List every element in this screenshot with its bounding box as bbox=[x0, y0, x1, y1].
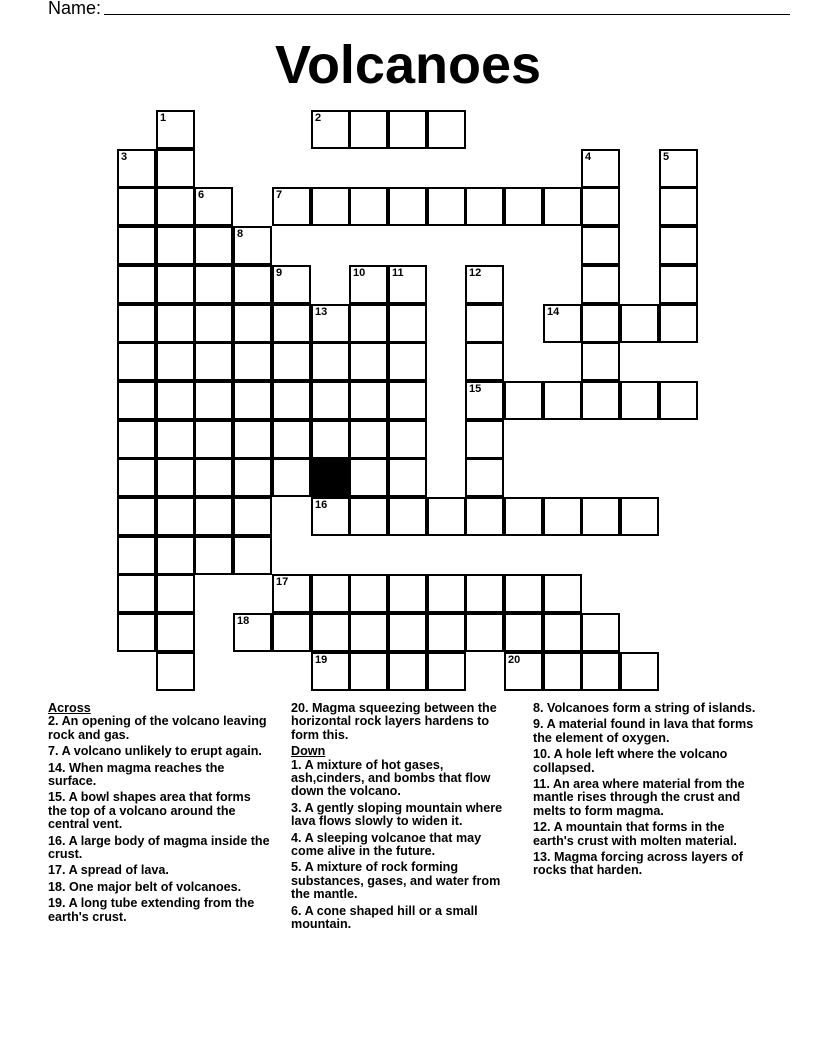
grid-cell[interactable] bbox=[465, 265, 504, 304]
grid-cell[interactable] bbox=[233, 304, 272, 343]
grid-cell[interactable] bbox=[233, 381, 272, 420]
grid-cell[interactable] bbox=[543, 652, 582, 691]
clue-text: A volcano unlikely to erupt again. bbox=[61, 744, 262, 759]
grid-cell[interactable] bbox=[388, 497, 427, 536]
grid-cell[interactable] bbox=[465, 342, 504, 381]
grid-cell[interactable] bbox=[349, 420, 388, 459]
grid-cell[interactable] bbox=[194, 342, 233, 381]
clue-text: A mixture of rock forming substances, gases, and water from the mantle. bbox=[291, 860, 501, 902]
grid-cell[interactable] bbox=[117, 265, 156, 304]
grid-cell[interactable] bbox=[620, 652, 659, 691]
grid-cell[interactable] bbox=[581, 226, 620, 265]
grid-cell[interactable] bbox=[349, 187, 388, 226]
grid-cell[interactable] bbox=[156, 381, 195, 420]
grid-cell[interactable] bbox=[388, 342, 427, 381]
clue-number: 14. bbox=[48, 760, 66, 775]
clue-number: 11. bbox=[533, 777, 550, 792]
clue-number-label: 12 bbox=[469, 267, 482, 279]
grid-cell[interactable] bbox=[349, 265, 388, 304]
grid-cell[interactable] bbox=[504, 613, 543, 652]
grid-cell[interactable] bbox=[349, 342, 388, 381]
grid-cell[interactable] bbox=[543, 304, 582, 343]
grid-cell[interactable] bbox=[117, 420, 156, 459]
grid-cell[interactable] bbox=[349, 497, 388, 536]
grid-cell[interactable] bbox=[117, 226, 156, 265]
grid-cell[interactable] bbox=[156, 420, 195, 459]
clue-number-label: 15 bbox=[469, 383, 482, 395]
clue-down-9 bbox=[533, 718, 758, 745]
grid-cell[interactable] bbox=[581, 652, 620, 691]
grid-cell[interactable] bbox=[659, 304, 698, 343]
grid-cell[interactable] bbox=[543, 497, 582, 536]
clue-number-label: 9 bbox=[276, 267, 283, 279]
grid-cell[interactable] bbox=[504, 381, 543, 420]
clue-number-label: 13 bbox=[315, 306, 328, 318]
clue-text: Volcanoes form a string of islands. bbox=[547, 701, 756, 715]
grid-cell[interactable] bbox=[233, 265, 272, 304]
clue-number-label: 16 bbox=[315, 499, 328, 511]
grid-cell[interactable] bbox=[427, 497, 466, 536]
clues-column-3 bbox=[533, 702, 758, 881]
clue-number: 9. bbox=[533, 717, 544, 732]
clue-number: 8. bbox=[533, 701, 544, 715]
name-label: Name: bbox=[48, 0, 102, 18]
grid-cell[interactable] bbox=[349, 652, 388, 691]
grid-cell[interactable] bbox=[311, 304, 350, 343]
grid-cell[interactable] bbox=[272, 265, 311, 304]
clue-across-16 bbox=[48, 835, 273, 862]
grid-cell[interactable] bbox=[156, 536, 195, 575]
clue-down-11 bbox=[533, 778, 758, 818]
grid-cell[interactable] bbox=[194, 536, 233, 575]
clue-down-4 bbox=[291, 832, 516, 859]
grid-cell[interactable] bbox=[581, 497, 620, 536]
grid-cell[interactable] bbox=[465, 420, 504, 459]
grid-cell[interactable] bbox=[311, 187, 350, 226]
clue-across-17 bbox=[48, 864, 273, 877]
clue-down-5 bbox=[291, 861, 516, 901]
clue-number: 6. bbox=[291, 903, 302, 918]
grid-cell[interactable] bbox=[311, 652, 350, 691]
clue-number-label: 8 bbox=[237, 228, 244, 240]
grid-cell[interactable] bbox=[388, 304, 427, 343]
grid-cell[interactable] bbox=[311, 420, 350, 459]
grid-cell[interactable] bbox=[427, 574, 466, 613]
grid-cell[interactable] bbox=[349, 381, 388, 420]
clue-number-label: 20 bbox=[508, 654, 521, 666]
grid-cell[interactable] bbox=[465, 613, 504, 652]
grid-cell[interactable] bbox=[311, 342, 350, 381]
grid-cell[interactable] bbox=[117, 536, 156, 575]
clue-number-label: 17 bbox=[276, 576, 289, 588]
grid-cell[interactable] bbox=[465, 304, 504, 343]
clue-number: 5. bbox=[291, 860, 302, 875]
grid-cell[interactable] bbox=[272, 342, 311, 381]
clue-number-label: 6 bbox=[198, 189, 205, 201]
grid-cell[interactable] bbox=[117, 574, 156, 613]
grid-cell[interactable] bbox=[581, 304, 620, 343]
grid-cell[interactable] bbox=[156, 652, 195, 691]
grid-cell[interactable] bbox=[543, 613, 582, 652]
clue-number: 17. bbox=[48, 863, 66, 878]
clue-across-18 bbox=[48, 881, 273, 894]
grid-cell[interactable] bbox=[156, 187, 195, 226]
clue-text: An area where material from the mantle rises through the crust and melts to form magma. bbox=[533, 777, 745, 818]
grid-cell[interactable] bbox=[194, 304, 233, 343]
clue-number-label: 11 bbox=[392, 267, 404, 279]
clue-down-12 bbox=[533, 821, 758, 848]
grid-cell[interactable] bbox=[349, 574, 388, 613]
clue-text: A large body of magma inside the crust. bbox=[48, 833, 270, 862]
clue-text: Magma forcing across layers of rocks that harden. bbox=[533, 850, 743, 878]
clue-number-label: 7 bbox=[276, 189, 283, 201]
grid-cell[interactable] bbox=[156, 226, 195, 265]
grid-cell[interactable] bbox=[388, 613, 427, 652]
black-cell bbox=[311, 458, 350, 497]
grid-cell[interactable] bbox=[504, 187, 543, 226]
grid-cell[interactable] bbox=[349, 304, 388, 343]
grid-cell[interactable] bbox=[156, 304, 195, 343]
grid-cell[interactable] bbox=[156, 342, 195, 381]
grid-cell[interactable] bbox=[349, 458, 388, 497]
clue-text: A gently sloping mountain where lava flows slowly to widen it. bbox=[291, 800, 503, 829]
clue-number: 16. bbox=[48, 833, 66, 848]
grid-cell[interactable] bbox=[156, 265, 195, 304]
grid-cell[interactable] bbox=[388, 458, 427, 497]
grid-cell[interactable] bbox=[543, 381, 582, 420]
clue-number: 2. bbox=[48, 714, 59, 729]
clue-number: 12. bbox=[533, 820, 551, 835]
puzzle-title: Volcanoes bbox=[274, 35, 542, 95]
grid-cell[interactable] bbox=[156, 574, 195, 613]
clue-down-13 bbox=[533, 851, 758, 878]
grid-cell[interactable] bbox=[659, 381, 698, 420]
clue-text: A sleeping volcanoe that may come alive in the future. bbox=[291, 830, 482, 859]
clue-number: 13. bbox=[533, 850, 551, 865]
clue-across-20 bbox=[291, 702, 516, 742]
grid-cell[interactable] bbox=[117, 304, 156, 343]
grid-cell[interactable] bbox=[194, 226, 233, 265]
grid-cell[interactable] bbox=[504, 497, 543, 536]
clue-text: A mixture of hot gases, ash,cinders, and bombs that flow down the volcano. bbox=[291, 757, 491, 799]
grid-cell[interactable] bbox=[194, 497, 233, 536]
clue-number-label: 1 bbox=[160, 112, 167, 124]
grid-cell[interactable] bbox=[311, 497, 350, 536]
clue-text: A cone shaped hill or a small mountain. bbox=[291, 903, 478, 932]
grid-cell[interactable] bbox=[233, 342, 272, 381]
grid-cell[interactable] bbox=[272, 574, 311, 613]
clue-number-label: 19 bbox=[315, 654, 328, 666]
grid-cell[interactable] bbox=[311, 110, 350, 149]
grid-cell[interactable] bbox=[388, 110, 427, 149]
down-header: Down bbox=[291, 744, 326, 759]
clue-across-2 bbox=[48, 715, 273, 742]
grid-cell[interactable] bbox=[427, 613, 466, 652]
grid-cell[interactable] bbox=[156, 613, 195, 652]
grid-cell[interactable] bbox=[156, 149, 195, 188]
clue-number: 19. bbox=[48, 896, 66, 911]
grid-cell[interactable] bbox=[194, 381, 233, 420]
clue-text: A long tube extending from the earth's crust. bbox=[48, 896, 255, 924]
grid-cell[interactable] bbox=[620, 381, 659, 420]
grid-cell[interactable] bbox=[272, 458, 311, 497]
grid-cell[interactable] bbox=[311, 381, 350, 420]
clue-number-label: 3 bbox=[121, 151, 128, 163]
clue-number-label: 2 bbox=[315, 112, 322, 124]
grid-cell[interactable] bbox=[659, 187, 698, 226]
grid-cell[interactable] bbox=[465, 497, 504, 536]
clue-down-3 bbox=[291, 802, 516, 829]
grid-cell[interactable] bbox=[427, 187, 466, 226]
clue-down-10 bbox=[533, 748, 758, 775]
grid-cell[interactable] bbox=[349, 110, 388, 149]
clue-text: An opening of the volcano leaving rock and gas. bbox=[48, 714, 267, 742]
grid-cell[interactable] bbox=[117, 381, 156, 420]
clue-down-8 bbox=[533, 702, 758, 715]
grid-cell[interactable] bbox=[465, 381, 504, 420]
grid-cell[interactable] bbox=[156, 458, 195, 497]
grid-cell[interactable] bbox=[194, 187, 233, 226]
clue-number-label: 18 bbox=[237, 615, 250, 627]
clue-text: Magma squeezing between the horizontal rock layers hardens to form this. bbox=[291, 701, 497, 742]
clue-number: 3. bbox=[291, 800, 302, 815]
clue-text: A hole left where the volcano collapsed. bbox=[533, 747, 728, 775]
clue-number: 18. bbox=[48, 879, 66, 894]
clue-number: 1. bbox=[291, 757, 302, 772]
grid-cell[interactable] bbox=[311, 574, 350, 613]
grid-cell[interactable] bbox=[581, 381, 620, 420]
grid-cell[interactable] bbox=[504, 574, 543, 613]
clue-text: A spread of lava. bbox=[68, 863, 169, 878]
clue-across-19 bbox=[48, 897, 273, 924]
grid-cell[interactable] bbox=[581, 342, 620, 381]
grid-cell[interactable] bbox=[272, 304, 311, 343]
grid-cell[interactable] bbox=[543, 574, 582, 613]
clue-number-label: 4 bbox=[585, 151, 592, 163]
grid-cell[interactable] bbox=[465, 574, 504, 613]
grid-cell[interactable] bbox=[659, 226, 698, 265]
clue-number-label: 10 bbox=[353, 267, 366, 279]
clues-column-1 bbox=[48, 702, 273, 927]
grid-cell[interactable] bbox=[272, 381, 311, 420]
grid-cell[interactable] bbox=[117, 613, 156, 652]
clue-text: A material found in lava that forms the element of oxygen. bbox=[533, 717, 754, 745]
grid-cell[interactable] bbox=[349, 613, 388, 652]
clue-down-6 bbox=[291, 905, 516, 932]
grid-cell[interactable] bbox=[427, 110, 466, 149]
clue-across-15 bbox=[48, 791, 273, 831]
grid-cell[interactable] bbox=[659, 265, 698, 304]
clue-text: One major belt of volcanoes. bbox=[69, 879, 242, 894]
grid-cell[interactable] bbox=[156, 497, 195, 536]
grid-cell[interactable] bbox=[117, 149, 156, 188]
grid-cell[interactable] bbox=[388, 187, 427, 226]
grid-cell[interactable] bbox=[272, 187, 311, 226]
grid-cell[interactable] bbox=[465, 458, 504, 497]
grid-cell[interactable] bbox=[233, 420, 272, 459]
grid-cell[interactable] bbox=[581, 613, 620, 652]
grid-cell[interactable] bbox=[581, 187, 620, 226]
grid-cell[interactable] bbox=[620, 497, 659, 536]
clues-column-2 bbox=[291, 702, 516, 935]
grid-cell[interactable] bbox=[581, 149, 620, 188]
grid-cell[interactable] bbox=[233, 497, 272, 536]
clue-number: 4. bbox=[291, 830, 302, 845]
grid-cell[interactable] bbox=[388, 652, 427, 691]
grid-cell[interactable] bbox=[504, 652, 543, 691]
grid-cell[interactable] bbox=[194, 420, 233, 459]
grid-cell[interactable] bbox=[272, 613, 311, 652]
grid-cell[interactable] bbox=[117, 187, 156, 226]
grid-cell[interactable] bbox=[233, 458, 272, 497]
grid-cell[interactable] bbox=[388, 381, 427, 420]
grid-cell[interactable] bbox=[581, 265, 620, 304]
clue-number-label: 14 bbox=[547, 306, 560, 318]
clue-across-14 bbox=[48, 762, 273, 789]
clue-text: A mountain that forms in the earth's crust with molten material. bbox=[533, 820, 737, 848]
grid-cell[interactable] bbox=[311, 613, 350, 652]
grid-cell[interactable] bbox=[659, 149, 698, 188]
grid-cell[interactable] bbox=[194, 265, 233, 304]
clue-across-7 bbox=[48, 745, 273, 758]
clue-down-1 bbox=[291, 759, 516, 799]
clue-number: 7. bbox=[48, 744, 59, 759]
grid-cell[interactable] bbox=[272, 420, 311, 459]
clue-number-label: 5 bbox=[663, 151, 670, 163]
grid-cell[interactable] bbox=[427, 652, 466, 691]
grid-cell[interactable] bbox=[543, 187, 582, 226]
clue-text: When magma reaches the surface. bbox=[48, 760, 225, 789]
clue-number: 15. bbox=[48, 790, 66, 805]
grid-cell[interactable] bbox=[117, 342, 156, 381]
clue-number: 10. bbox=[533, 747, 551, 762]
grid-cell[interactable] bbox=[620, 304, 659, 343]
grid-cell[interactable] bbox=[117, 458, 156, 497]
grid-cell[interactable] bbox=[465, 187, 504, 226]
grid-cell[interactable] bbox=[194, 458, 233, 497]
grid-cell[interactable] bbox=[233, 226, 272, 265]
grid-cell[interactable] bbox=[233, 613, 272, 652]
grid-cell[interactable] bbox=[233, 536, 272, 575]
clue-number: 20. bbox=[291, 701, 309, 715]
grid-cell[interactable] bbox=[117, 497, 156, 536]
across-header: Across bbox=[48, 701, 91, 715]
grid-cell[interactable] bbox=[388, 265, 427, 304]
grid-cell[interactable] bbox=[388, 574, 427, 613]
grid-cell[interactable] bbox=[388, 420, 427, 459]
clue-text: A bowl shapes area that forms the top of a volcano around the central vent. bbox=[48, 790, 251, 832]
grid-cell[interactable] bbox=[156, 110, 195, 149]
